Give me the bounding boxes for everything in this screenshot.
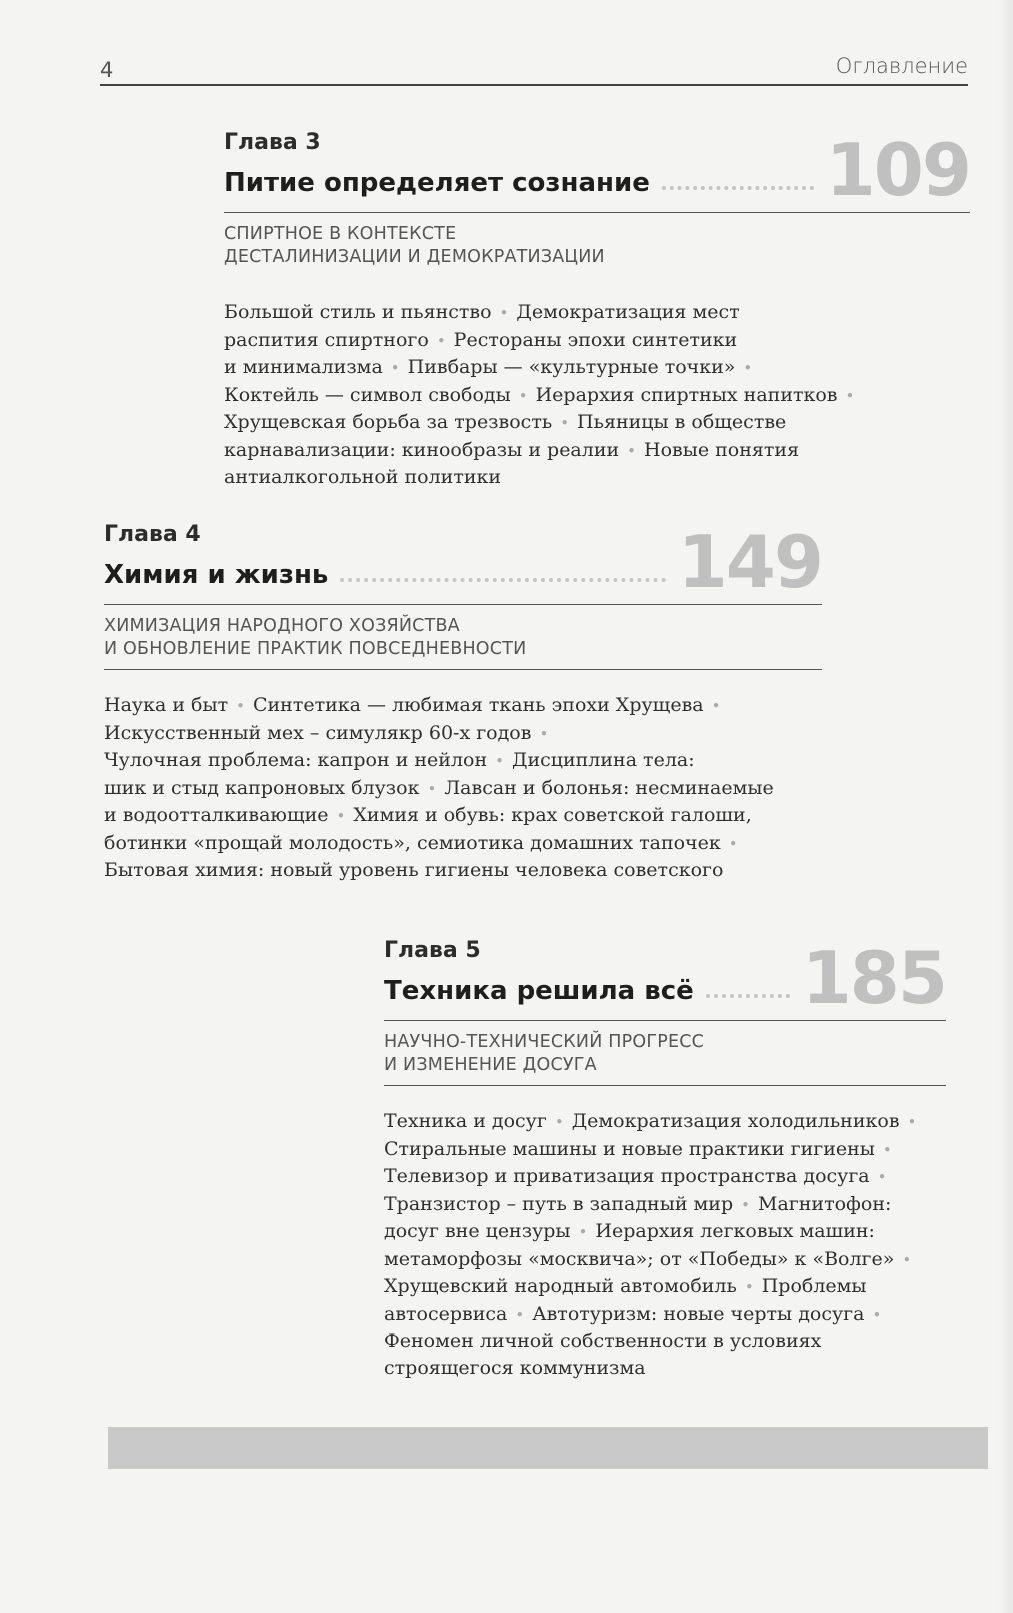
topic-text: Проблемы bbox=[761, 1275, 867, 1297]
subtitle-line: ДЕСТАЛИНИЗАЦИИ И ДЕМОКРАТИЗАЦИИ bbox=[224, 247, 605, 267]
topic-text: строящегося коммунизма bbox=[384, 1356, 646, 1379]
bullet-separator: • bbox=[560, 414, 570, 432]
topic-line bbox=[384, 1273, 946, 1301]
topic-line bbox=[224, 299, 970, 327]
bullet-separator: • bbox=[539, 724, 549, 743]
topic-line bbox=[384, 1108, 946, 1136]
topic-list bbox=[104, 692, 822, 884]
topic-list bbox=[384, 1108, 946, 1381]
bullet-separator: • bbox=[436, 331, 446, 350]
topic-text: Коктейль — символ свободы bbox=[224, 383, 511, 406]
topic-text: Магнитофон: bbox=[758, 1192, 892, 1215]
topic-line bbox=[224, 437, 970, 465]
topic-line bbox=[224, 327, 970, 355]
bullet-separator: • bbox=[499, 304, 509, 322]
bullet-separator: • bbox=[741, 1195, 750, 1214]
chapter-5 bbox=[384, 938, 946, 1381]
topic-text: Телевизор и приватизация пространства досуга bbox=[384, 1165, 870, 1187]
dot-leader bbox=[706, 994, 790, 998]
topic-text: Наука и быт bbox=[104, 694, 229, 716]
bullet-separator: • bbox=[877, 1168, 887, 1186]
topic-line bbox=[224, 409, 970, 437]
subtitle-line: И ОБНОВЛЕНИЕ ПРАКТИК ПОВСЕДНЕВНОСТИ bbox=[104, 639, 527, 659]
topic-text: Чулочная проблема: капрон и нейлон bbox=[104, 749, 488, 771]
topic-text: антиалкогольной политики bbox=[224, 466, 502, 488]
topic-line bbox=[384, 1301, 946, 1329]
bullet-separator: • bbox=[336, 807, 346, 825]
chapter-page-number: 185 bbox=[801, 936, 946, 1020]
chapter-page-number: 149 bbox=[677, 520, 822, 604]
topic-text: Демократизация мест bbox=[516, 301, 740, 323]
topic-text: распития спиртного bbox=[224, 328, 429, 351]
page-number: 4 bbox=[100, 58, 114, 82]
page-edge-shadow bbox=[997, 0, 1013, 1613]
subtitle-line: НАУЧНО-ТЕХНИЧЕСКИЙ ПРОГРЕСС bbox=[384, 1032, 705, 1052]
topic-text: и минимализма bbox=[224, 356, 383, 378]
topic-line bbox=[104, 830, 822, 858]
topic-text: ботинки «прощай молодость», семиотика домашних тапочек bbox=[104, 831, 721, 854]
chapter-label: Глава 5 bbox=[384, 938, 481, 963]
topic-line bbox=[384, 1136, 946, 1164]
topic-line bbox=[104, 747, 822, 775]
topic-text: Химия и обувь: крах советской галоши, bbox=[353, 804, 752, 826]
bullet-separator: • bbox=[872, 1305, 882, 1324]
topic-text: Феномен личной собственности в условиях bbox=[384, 1330, 822, 1352]
bullet-separator: • bbox=[578, 1223, 588, 1241]
bullet-separator: • bbox=[711, 697, 721, 715]
chapter-title: Техника решила всё bbox=[384, 976, 694, 1006]
topic-text: шик и стыд капроновых блузок bbox=[104, 776, 420, 799]
topic-list bbox=[224, 299, 970, 491]
chapter-subtitle bbox=[224, 213, 970, 277]
topic-text: Автотуризм: новые черты досуга bbox=[532, 1302, 865, 1325]
topic-line bbox=[224, 354, 970, 382]
topic-text: Новые понятия bbox=[644, 438, 800, 461]
topic-line bbox=[104, 720, 822, 748]
topic-text: Синтетика — любимая ткань эпохи Хрущева bbox=[252, 694, 704, 716]
bullet-separator: • bbox=[236, 697, 245, 715]
running-title: Оглавление bbox=[835, 54, 968, 78]
chapter-page-number: 109 bbox=[825, 128, 970, 212]
bullet-separator: • bbox=[728, 834, 738, 853]
topic-text: Демократизация холодильников bbox=[571, 1110, 900, 1132]
topic-text: Искусственный мех – симулякр 60-х годов bbox=[104, 721, 532, 744]
topic-text: Хрущевский народный автомобиль bbox=[384, 1275, 737, 1297]
topic-line bbox=[384, 1218, 946, 1246]
bullet-separator: • bbox=[627, 441, 637, 460]
page-header bbox=[100, 52, 968, 86]
topic-line bbox=[384, 1355, 946, 1382]
chapter-3 bbox=[224, 130, 970, 491]
topic-line bbox=[224, 382, 970, 410]
bullet-separator: • bbox=[390, 359, 400, 377]
bullet-separator: • bbox=[427, 779, 437, 798]
bullet-separator: • bbox=[845, 386, 855, 405]
topic-text: Пивбары — «культурные точки» bbox=[407, 356, 736, 378]
dot-leader bbox=[662, 186, 814, 190]
bullet-separator: • bbox=[744, 1278, 754, 1296]
topic-line bbox=[104, 775, 822, 803]
subtitle-line: И ИЗМЕНЕНИЕ ДОСУГА bbox=[384, 1055, 597, 1075]
bullet-separator: • bbox=[515, 1305, 525, 1324]
bullet-separator: • bbox=[495, 752, 504, 770]
topic-text: Большой стиль и пьянство bbox=[224, 301, 492, 323]
topic-text: автосервиса bbox=[384, 1302, 508, 1325]
bullet-separator: • bbox=[907, 1113, 917, 1131]
topic-line bbox=[104, 857, 822, 884]
chapter-title: Питие определяет сознание bbox=[224, 168, 650, 198]
chapter-4 bbox=[104, 522, 822, 884]
topic-text: Бытовая химия: новый уровень гигиены человека советского bbox=[104, 859, 724, 881]
topic-text: Иерархия легковых машин: bbox=[595, 1220, 875, 1242]
topic-text: Дисциплина тела: bbox=[512, 749, 695, 771]
chapter-title: Химия и жизнь bbox=[104, 560, 329, 590]
topic-text: Стиральные машины и новые практики гигиены bbox=[384, 1137, 875, 1160]
topic-text: Рестораны эпохи синтетики bbox=[453, 328, 738, 351]
topic-line bbox=[384, 1163, 946, 1191]
topic-line bbox=[224, 464, 970, 491]
subtitle-line: ХИМИЗАЦИЯ НАРОДНОГО ХОЗЯЙСТВА bbox=[104, 616, 460, 636]
topic-line bbox=[104, 802, 822, 830]
topic-text: Транзистор – путь в западный мир bbox=[384, 1192, 734, 1215]
topic-line bbox=[384, 1246, 946, 1274]
topic-text: Хрущевская борьба за трезвость bbox=[224, 411, 553, 433]
topic-line bbox=[384, 1328, 946, 1355]
dot-leader bbox=[340, 578, 665, 582]
topic-text: Иерархия спиртных напитков bbox=[535, 383, 838, 406]
topic-line bbox=[384, 1191, 946, 1219]
chapter-subtitle bbox=[104, 605, 822, 670]
chapter-subtitle bbox=[384, 1021, 946, 1086]
bullet-separator: • bbox=[882, 1140, 892, 1159]
topic-text: карнавализации: кинообразы и реалии bbox=[224, 438, 620, 461]
subtitle-line: СПИРТНОЕ В КОНТЕКСТЕ bbox=[224, 224, 457, 244]
bullet-separator: • bbox=[518, 386, 528, 405]
chapter-label: Глава 3 bbox=[224, 130, 321, 155]
bullet-separator: • bbox=[743, 359, 753, 377]
topic-text: Лавсан и болонья: несминаемые bbox=[444, 776, 774, 799]
bullet-separator: • bbox=[554, 1113, 564, 1131]
topic-text: Техника и досуг bbox=[384, 1110, 547, 1132]
topic-text: досуг вне цензуры bbox=[384, 1220, 571, 1242]
topic-line bbox=[104, 692, 822, 720]
footer-bar bbox=[108, 1427, 988, 1469]
topic-text: и водоотталкивающие bbox=[104, 804, 329, 826]
topic-text: Пьяницы в обществе bbox=[577, 411, 787, 433]
topic-text: метаморфозы «москвича»; от «Победы» к «Волге» bbox=[384, 1247, 895, 1270]
bullet-separator: • bbox=[902, 1250, 912, 1269]
chapter-label: Глава 4 bbox=[104, 522, 201, 547]
